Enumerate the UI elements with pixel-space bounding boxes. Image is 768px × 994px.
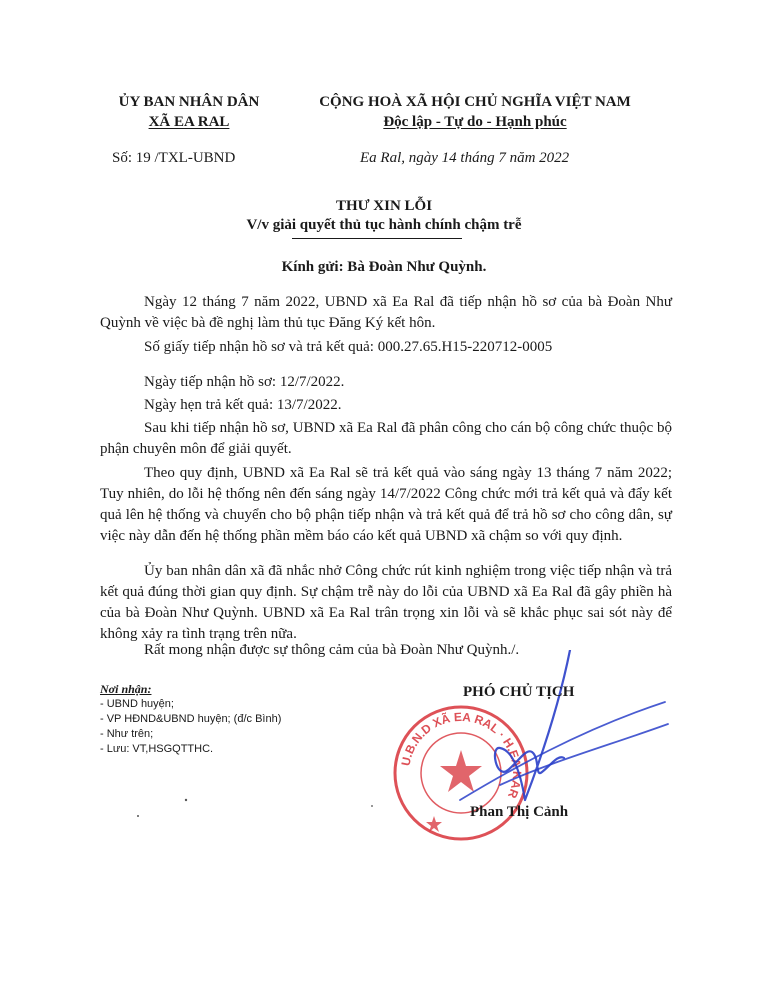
document-number: Số: 19 /TXL-UBND	[112, 150, 236, 166]
national-header	[300, 92, 650, 132]
recipient-item: - Như trên;	[100, 728, 154, 740]
nation-motto: Độc lập - Tự do - Hạnh phúc	[383, 114, 567, 130]
document-date: Ea Ral, ngày 14 tháng 7 năm 2022	[360, 150, 570, 166]
recipients-label: Nơi nhận:	[100, 682, 152, 696]
body-paragraph-1: Ngày 12 tháng 7 năm 2022, UBND xã Ea Ral đã tiếp nhận hồ sơ của bà Đoàn Như Quỳnh về việc bà đề nghị làm thủ tục Đăng Ký kết hôn.	[100, 294, 672, 331]
handwritten-signature	[440, 650, 670, 830]
letter-title: THƯ XIN LỖI	[335, 198, 433, 214]
agency-header	[104, 92, 274, 132]
letter-subject: V/v giải quyết thủ tục hành chính chậm trễ	[246, 217, 522, 233]
recipient-item: - VP HĐND&UBND huyện; (đ/c Bình)	[100, 713, 282, 725]
agency-name: ỦY BAN NHÂN DÂN	[118, 94, 260, 110]
body-paragraph-5: Sau khi tiếp nhận hồ sơ, UBND xã Ea Ral đã phân công cho cán bộ công chức thuộc bộ phận chuyên môn để giải quyết.	[100, 420, 672, 457]
recipient-item: - Lưu: VT,HSGQTTHC.	[100, 743, 214, 755]
body-paragraph-7: Ủy ban nhân dân xã đã nhắc nhở Công chức rút kinh nghiệm trong việc tiếp nhận và trả kết quả đúng thời gian quy định. Sự chậm trễ này do lỗi của UBND xã Ea Ral đã gây phiền hà của bà Đoàn Như Quỳnh. UBND xã Ea Ral trân trọng xin lỗi và sẽ khắc phục sai sót này để không xảy ra tình trạng trên nữa.	[100, 563, 672, 642]
agency-commune: XÃ EA RAL	[148, 114, 230, 130]
letter-addressee: Kính gửi: Bà Đoàn Như Quỳnh.	[281, 259, 487, 275]
seal-ring-text: U.B.N.D XÃ EA RAL · H.EA KAR	[398, 709, 525, 801]
recipients-block	[100, 682, 360, 757]
signer-name: Phan Thị Cảnh	[470, 804, 569, 820]
body-paragraph-4: Ngày hẹn trả kết quả: 13/7/2022.	[144, 397, 342, 413]
body-paragraph-6: Theo quy định, UBND xã Ea Ral sẽ trả kết quả vào sáng ngày 13 tháng 7 năm 2022; Tuy nhiên, do lỗi hệ thống nên đến sáng ngày 14/7/2022 Công chức mới trả kết quả và đẩy kết quả lên hệ thống và chuyển cho bộ phận tiếp nhận và trả kết quả để trả hồ sơ cho công dân, sự việc này dẫn đến hệ thống phần mềm báo cáo kết quả UBND xã chậm so với quy định.	[100, 465, 672, 544]
body-paragraph-3: Ngày tiếp nhận hồ sơ: 12/7/2022.	[144, 374, 345, 390]
subject-divider	[292, 238, 462, 239]
recipient-item: - UBND huyện;	[100, 698, 174, 710]
nation-name: CỘNG HOÀ XÃ HỘI CHỦ NGHĨA VIỆT NAM	[319, 94, 631, 110]
body-paragraph-2: Số giấy tiếp nhận hồ sơ và trả kết quả: 000.27.65.H15-220712-0005	[144, 339, 553, 355]
body-paragraph-8: Rất mong nhận được sự thông cảm của bà Đoàn Như Quỳnh./.	[144, 642, 520, 658]
signer-title: PHÓ CHỦ TỊCH	[463, 684, 575, 700]
